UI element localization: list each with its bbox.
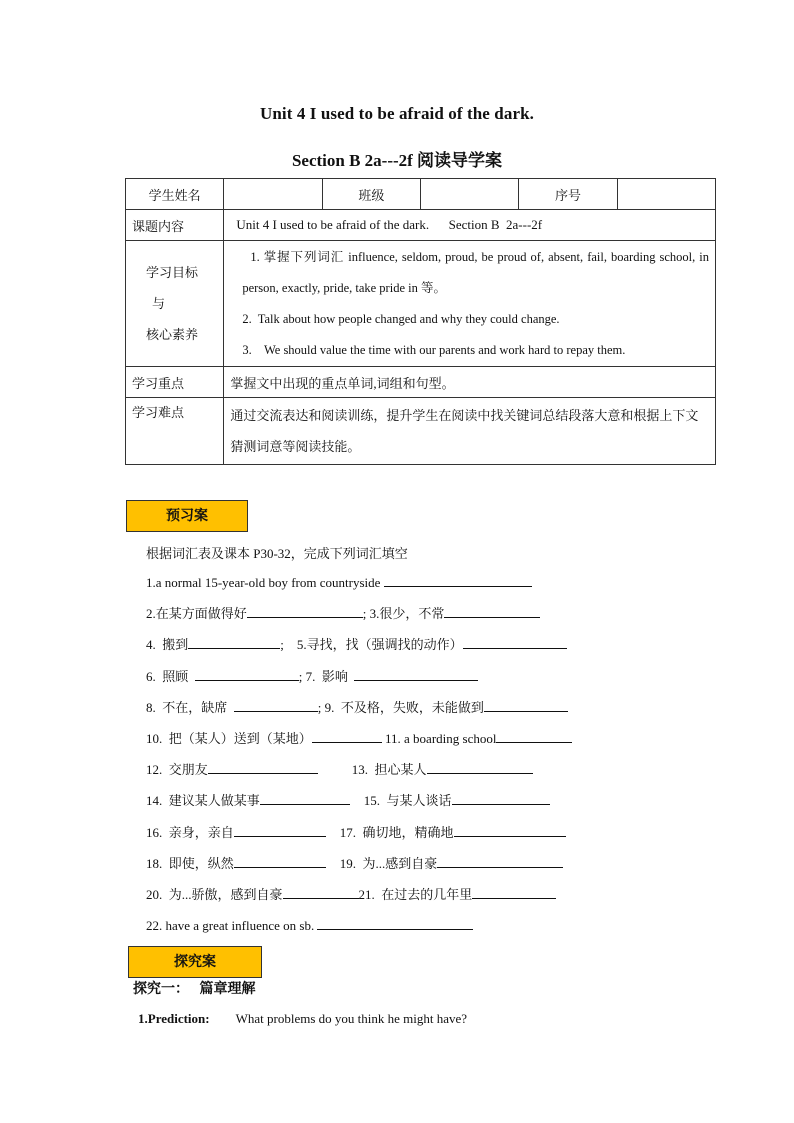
difficulty-value: 通过交流表达和阅读训练，提升学生在阅读中找关键词总结段落大意和根据上下文猜测词意等阅读技能。 xyxy=(224,398,716,465)
item-text: 15. 与某人谈话 xyxy=(363,793,452,809)
item-text: 21. 在过去的几年里 xyxy=(358,886,473,902)
prediction-row xyxy=(138,1011,467,1027)
list-item xyxy=(146,666,572,697)
item-text: 22. have a great influence on sb. xyxy=(146,918,318,934)
list-item xyxy=(146,572,572,603)
item-text: 20. 为...骄傲，感到自豪 xyxy=(146,886,283,902)
instruction-text: 根据词汇表及课本 P30-32，完成下列词汇填空 xyxy=(146,546,408,561)
answer-blank[interactable] xyxy=(454,822,566,837)
item-text: 14. 建议某人做某事 xyxy=(146,793,260,809)
goal-list xyxy=(224,241,716,367)
item-text: ; 5.寻找，找（强调找的动作） xyxy=(280,637,463,653)
goal-item: 3. We should value the time with our parents and work hard to repay them. xyxy=(242,342,626,357)
class-label: 班级 xyxy=(322,179,420,210)
item-text: 4. 搬到 xyxy=(146,637,189,653)
item-text: 6. 照顾 xyxy=(146,668,195,684)
item-text: 16. 亲身，亲自 xyxy=(146,824,234,840)
list-item xyxy=(146,915,572,946)
answer-blank[interactable] xyxy=(234,697,318,712)
explore-heading: 探究一： 篇章理解 xyxy=(133,982,256,997)
answer-blank[interactable] xyxy=(247,603,363,618)
list-item xyxy=(146,697,572,728)
item-text: 11. a boarding school xyxy=(381,730,497,746)
goal-label xyxy=(126,241,224,367)
answer-blank[interactable] xyxy=(234,853,326,868)
answer-blank[interactable] xyxy=(384,572,532,587)
name-label: 学生姓名 xyxy=(126,179,224,210)
list-item xyxy=(146,853,572,884)
document-title: Unit 4 I used to be afraid of the dark. xyxy=(259,104,535,123)
prediction-label: 1.Prediction: xyxy=(138,1011,210,1026)
list-item xyxy=(146,603,572,634)
item-text: 19. 为...感到自豪 xyxy=(339,855,438,871)
list-item xyxy=(146,822,572,853)
item-text: 18. 即使，纵然 xyxy=(146,855,234,871)
table-row xyxy=(126,367,716,398)
item-text: 17. 确切地，精确地 xyxy=(339,824,454,840)
answer-blank[interactable] xyxy=(234,822,326,837)
difficulty-label: 学习难点 xyxy=(126,398,224,465)
answer-blank[interactable] xyxy=(484,697,568,712)
item-text: ; 7. 影响 xyxy=(298,668,355,684)
goal-label-line: 与 xyxy=(152,296,166,311)
table-row xyxy=(126,179,716,210)
goal-label-line: 学习目标 xyxy=(146,265,199,280)
answer-blank[interactable] xyxy=(260,790,350,805)
answer-blank[interactable] xyxy=(195,666,299,681)
item-text: 10. 把（某人）送到（某地） xyxy=(146,730,312,746)
list-item xyxy=(146,790,572,821)
list-item xyxy=(146,634,572,665)
item-text: 1.a normal 15-year-old boy from countryside xyxy=(146,575,384,590)
answer-blank[interactable] xyxy=(354,666,478,681)
explore-section-label: 探究案 xyxy=(128,946,262,978)
answer-blank[interactable] xyxy=(208,759,318,774)
answer-blank[interactable] xyxy=(283,884,359,899)
list-item xyxy=(146,884,572,915)
answer-blank[interactable] xyxy=(427,759,533,774)
document-subtitle: Section B 2a---2f 阅读导学案 xyxy=(291,151,503,170)
prediction-question: What problems do you think he might have? xyxy=(235,1011,468,1026)
answer-blank[interactable] xyxy=(312,728,382,743)
list-item xyxy=(146,759,572,790)
answer-blank[interactable] xyxy=(463,634,567,649)
table-row xyxy=(126,241,716,367)
answer-blank[interactable] xyxy=(496,728,572,743)
goal-label-line: 核心素养 xyxy=(146,327,199,342)
vocabulary-list xyxy=(146,572,572,946)
goal-item: 2. Talk about how people changed and why they could change. xyxy=(242,311,560,326)
item-text: 13. 担心某人 xyxy=(351,762,427,778)
info-table xyxy=(125,178,716,465)
answer-blank[interactable] xyxy=(444,603,540,618)
item-text: 2.在某方面做得好 xyxy=(146,606,247,622)
list-item xyxy=(146,728,572,759)
preview-section-label: 预习案 xyxy=(126,500,248,532)
answer-blank[interactable] xyxy=(472,884,556,899)
number-cell[interactable] xyxy=(617,179,715,210)
item-text: ; 3.很少，不常 xyxy=(362,606,445,622)
table-row xyxy=(126,398,716,465)
answer-blank[interactable] xyxy=(452,790,550,805)
key-label: 学习重点 xyxy=(126,367,224,398)
answer-blank[interactable] xyxy=(317,915,473,930)
class-cell[interactable] xyxy=(420,179,518,210)
item-text: 8. 不在，缺席 xyxy=(146,699,234,715)
table-row xyxy=(126,210,716,241)
answer-blank[interactable] xyxy=(437,853,563,868)
number-label: 序号 xyxy=(519,179,617,210)
topic-value: Unit 4 I used to be afraid of the dark. Section B 2a---2f xyxy=(224,210,716,241)
answer-blank[interactable] xyxy=(188,634,280,649)
name-cell[interactable] xyxy=(224,179,322,210)
item-text: 12. 交朋友 xyxy=(146,762,208,778)
item-text: ; 9. 不及格，失败，未能做到 xyxy=(317,699,484,715)
topic-label: 课题内容 xyxy=(126,210,224,241)
key-value: 掌握文中出现的重点单词,词组和句型。 xyxy=(224,367,716,398)
goal-item: 1. 掌握下列词汇 influence, seldom, proud, be proud of, absent, fail, boarding school, in person, exactly, pride, take pride in 等。 xyxy=(242,249,709,295)
